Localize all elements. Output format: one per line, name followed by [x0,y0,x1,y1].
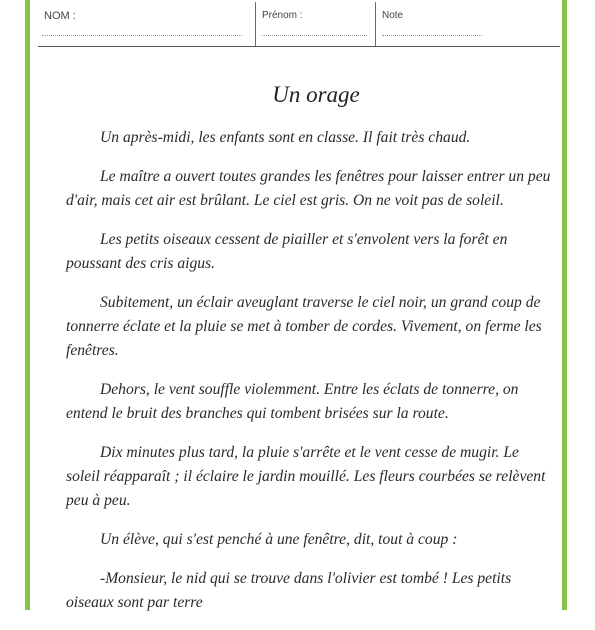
paragraph: Un après-midi, les enfants sont en classe. Il fait très chaud. [100,129,471,146]
note-label: Note [382,10,404,21]
paragraph: Subitement, un éclair aveuglant traverse le ciel noir, un grand coup de tonnerre éclate et la pluie se met à tomber de cordes. Vivement, on ferme les fenêtres. [66,294,542,359]
header-divider [255,2,256,46]
paragraph: Un élève, qui s'est penché à une fenêtre, dit, tout à coup : [100,531,458,548]
paragraph: Dix minutes plus tard, la pluie s'arrête et le vent cesse de mugir. Le soleil réapparaît ; il éclaire le jardin mouillé. Les fleurs courbées se relèvent peu à peu. [66,444,546,509]
prenom-field-line[interactable] [262,35,367,36]
paragraph: Dehors, le vent souffle violemment. Entre les éclats de tonnerre, on entend le bruit des branches qui tombent brisées sur la route. [66,381,519,422]
paragraph: -Monsieur, le nid qui se trouve dans l'olivier est tombé ! Les petits oiseaux sont par terre [66,570,512,611]
note-field-line[interactable] [382,35,482,36]
prenom-label: Prénom : [262,10,303,21]
nom-label: NOM : [44,10,76,22]
nom-field-line[interactable] [42,35,242,36]
paragraph: Les petits oiseaux cessent de piailler et s'envolent vers la forêt en poussant des cris aigus. [66,231,508,272]
student-header [30,0,562,50]
page-title: Un orage [272,82,360,107]
paragraph: Le maître a ouvert toutes grandes les fenêtres pour laisser entrer un peu d'air, mais cet air est brûlant. Le ciel est gris. On ne voit pas de soleil. [66,168,551,209]
header-divider [375,2,376,46]
header-rule [38,46,560,47]
story-text [66,126,556,630]
worksheet-frame [25,0,567,610]
